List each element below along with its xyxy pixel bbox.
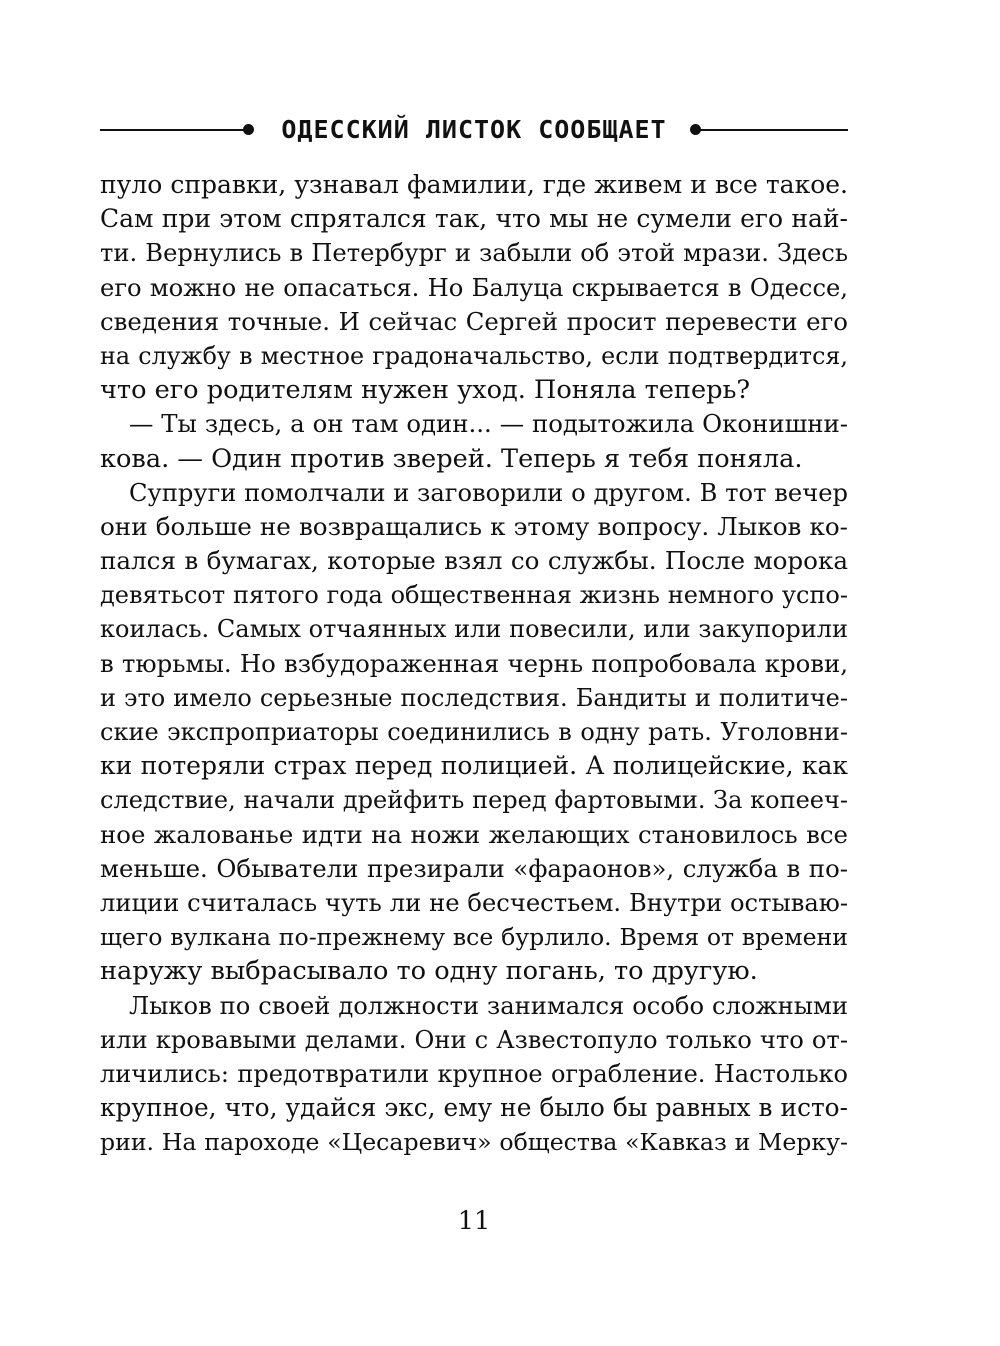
running-header [100, 112, 848, 148]
text-line: рии. На пароходе «Цесаревич» общества «Кавказ и Мерку- [100, 1128, 848, 1157]
text-line: Сам при этом спрятался так, что мы не сумели его най- [100, 204, 848, 234]
text-line: что его родителям нужен уход. Поняла теперь? [100, 375, 751, 406]
text-line: ное жалованье идти на ножи желающих становилось все [100, 819, 848, 849]
text-line: ти. Вернулись в Петербург и забыли об этой мрази. Здесь [100, 239, 848, 268]
text-line: коилась. Самых отчаянных или повесили, или закупорили [100, 615, 848, 644]
running-title: ОДЕССКИЙ ЛИСТОК СООБЩАЕТ [281, 115, 667, 144]
text-line: или кровавыми делами. Они с Азвестопуло только что от- [100, 1025, 848, 1054]
header-dot-left [243, 124, 254, 135]
text-line: следствие, начали дрейфить перед фартовыми. За копееч- [100, 786, 848, 815]
text-line: личились: предотвратили крупное ограбление. Настолько [100, 1059, 848, 1088]
text-line: ки потеряли страх перед полицией. А полицейские, как [100, 751, 848, 781]
header-rule-right [698, 129, 848, 131]
text-line: лиции считалась чуть ли не бесчестьем. Внутри остываю- [100, 888, 848, 917]
text-line: пуло справки, узнавал фамилии, где живем и все такое. [100, 170, 848, 199]
text-line: в тюрьмы. Но взбудораженная чернь попробовала крови, [100, 648, 848, 678]
text-line: крупное, что, удайся экс, ему не было бы равных в исто- [100, 1093, 848, 1123]
text-line: пался в бумагах, которые взял со службы. После морока [100, 546, 848, 576]
text-line: и это имело серьезные последствия. Бандиты и политиче- [100, 683, 848, 712]
text-line: Лыков по своей должности занимался особо сложными [129, 991, 848, 1020]
text-line: щего вулкана по-прежнему все бурлило. Время от времени [100, 923, 848, 952]
text-line: девятьсот пятого года общественная жизнь немного успо- [100, 581, 848, 610]
page-number: 11 [457, 1206, 491, 1236]
body-text [100, 168, 848, 1159]
header-rule-left [100, 129, 246, 131]
text-line: на службу в местное градоначальство, если подтвердится, [100, 341, 848, 370]
text-line: они больше не возвращались к этому вопросу. Лыков ко- [100, 511, 848, 541]
text-line: ские экспроприаторы соединились в одну рать. Уголовни- [100, 718, 848, 746]
text-line: сведения точные. И сейчас Сергей просит перевести его [100, 306, 848, 336]
text-line: меньше. Обыватели презирали «фараонов», служба в по- [100, 853, 848, 883]
text-line: наружу выбрасывало то одну погань, то другую. [100, 956, 758, 987]
text-line: — Ты здесь, а он там один... — подытожила Оконишни- [129, 409, 848, 439]
text-line: Супруги помолчали и заговорили о другом. В тот вечер [129, 478, 848, 507]
text-line: кова. — Один против зверей. Теперь я тебя поняла. [100, 443, 803, 474]
text-line: его можно не опасаться. Но Балуца скрывается в Одессе, [100, 273, 848, 302]
